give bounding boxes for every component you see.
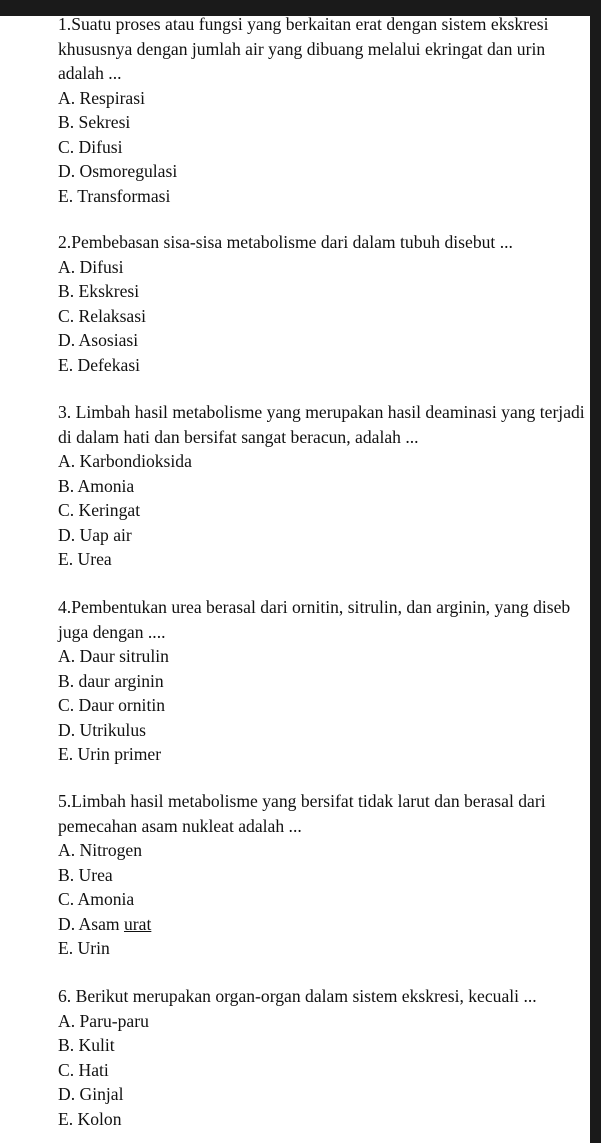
- option-d[interactable]: D. Utrikulus: [58, 719, 146, 740]
- option-a[interactable]: A. Difusi: [58, 256, 124, 277]
- option-a[interactable]: A. Respirasi: [58, 87, 145, 108]
- option-a[interactable]: A. Karbondioksida: [58, 451, 192, 471]
- question-1-options: [58, 86, 589, 209]
- option-c[interactable]: C. Daur ornitin: [58, 695, 166, 715]
- option-c[interactable]: C. Hati: [58, 1059, 109, 1080]
- question-2: [58, 230, 589, 377]
- question-1: [58, 12, 589, 208]
- option-c[interactable]: C. Difusi: [58, 136, 123, 157]
- option-e[interactable]: E. Urea: [58, 549, 112, 569]
- question-1-text: 1.Suatu proses atau fungsi yang berkaitan erat dengan sistem ekskresi khususnya dengan jumlah air yang dibuang melalui ekringat dan urin adalah ...: [58, 14, 549, 83]
- option-b[interactable]: B. Sekresi: [58, 112, 131, 132]
- question-5: [58, 789, 589, 961]
- option-d-label: D. Asam: [58, 913, 124, 934]
- option-e[interactable]: E. Defekasi: [58, 354, 141, 375]
- option-d[interactable]: D. Ginjal: [58, 1084, 124, 1104]
- question-5-options: [58, 838, 589, 961]
- option-d[interactable]: D. Uap air: [58, 524, 132, 545]
- question-2-text: 2.Pembebasan sisa-sisa metabolisme dari dalam tubuh disebut ...: [58, 232, 513, 252]
- option-a[interactable]: A. Nitrogen: [58, 840, 143, 860]
- question-3-text: 3. Limbah hasil metabolisme yang merupakan hasil deaminasi yang terjadi di dalam hati dan bersifat sangat beracun, adalah ...: [58, 402, 585, 447]
- option-c[interactable]: C. Relaksasi: [58, 305, 146, 326]
- question-4-text-line-2: juga dengan ....: [58, 621, 166, 642]
- option-b[interactable]: B. Urea: [58, 864, 113, 885]
- option-b[interactable]: B. Kulit: [58, 1035, 115, 1055]
- question-5-text: 5.Limbah hasil metabolisme yang bersifat tidak larut dan berasal dari pemecahan asam nukleat adalah ...: [58, 791, 546, 836]
- option-c[interactable]: C. Keringat: [58, 500, 141, 520]
- option-b[interactable]: B. Ekskresi: [58, 281, 140, 301]
- option-e[interactable]: E. Urin primer: [58, 744, 162, 764]
- option-d[interactable]: [58, 912, 589, 937]
- option-d[interactable]: D. Asosiasi: [58, 330, 139, 350]
- question-6: [58, 984, 589, 1131]
- option-b[interactable]: B. Amonia: [58, 475, 135, 496]
- question-4-options: [58, 644, 589, 767]
- option-d-underlined-word: urat: [123, 913, 152, 934]
- option-b[interactable]: B. daur arginin: [58, 670, 164, 691]
- question-6-options: [58, 1009, 589, 1132]
- right-dark-edge: [590, 0, 601, 1143]
- option-e[interactable]: E. Kolon: [58, 1108, 122, 1129]
- option-d[interactable]: D. Osmoregulasi: [58, 161, 178, 181]
- question-4-text-line-1: 4.Pembentukan urea berasal dari ornitin, sitrulin, dan arginin, yang diseb: [58, 597, 571, 617]
- option-c[interactable]: C. Amonia: [58, 889, 135, 909]
- question-6-text: 6. Berikut merupakan organ-organ dalam sistem ekskresi, kecuali ...: [58, 986, 537, 1006]
- question-2-options: [58, 255, 589, 378]
- option-e[interactable]: E. Urin: [58, 938, 110, 958]
- option-e[interactable]: E. Transformasi: [58, 185, 171, 206]
- question-4: [58, 595, 589, 767]
- question-3-options: [58, 449, 589, 572]
- option-a[interactable]: A. Paru-paru: [58, 1010, 149, 1031]
- question-3: [58, 400, 589, 572]
- option-a[interactable]: A. Daur sitrulin: [58, 646, 169, 666]
